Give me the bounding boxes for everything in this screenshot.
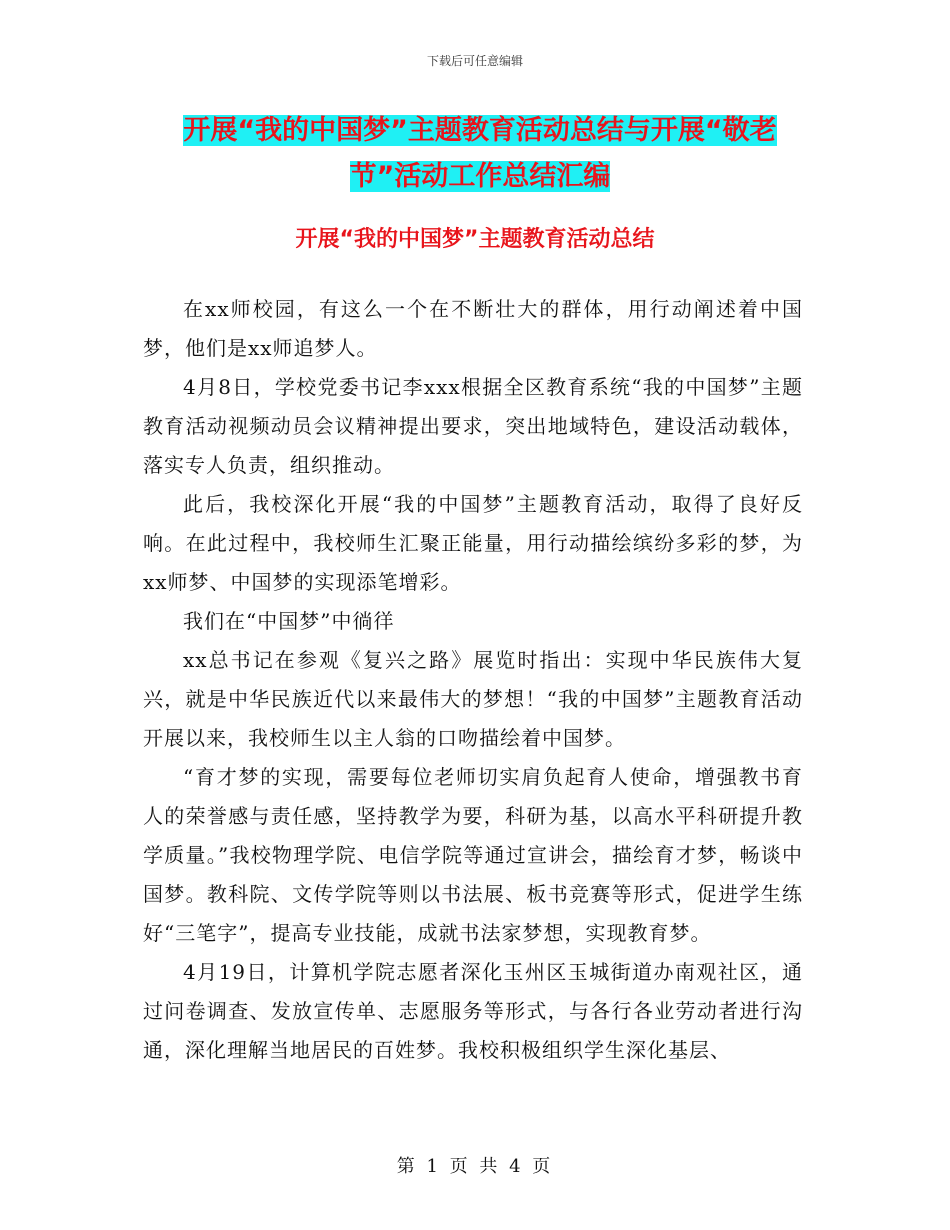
paragraph: 在xx师校园，有这么一个在不断壮大的群体，用行动阐述着中国梦，他们是xx师追梦人。 <box>143 297 803 360</box>
page-footer: 第 1 页 共 4 页 <box>396 1156 554 1177</box>
main-title-line1: 开展“我的中国梦”主题教育活动总结与开展“敬老 <box>183 115 777 146</box>
main-title-line2: 节”活动工作总结汇编 <box>349 161 611 192</box>
main-title <box>140 108 820 200</box>
paragraph: 4月8日，学校党委书记李xxx根据全区教育系统“我的中国梦”主题教育活动视频动员会议精神提出要求，突出地域特色，建设活动载体，落实专人负责，组织推动。 <box>143 375 803 477</box>
paragraph: 我们在“中国梦”中徜徉 <box>183 609 395 633</box>
paragraph: 4月19日，计算机学院志愿者深化玉州区玉城街道办南观社区，通过问卷调查、发放宣传单、志愿服务等形式，与各行各业劳动者进行沟通，深化理解当地居民的百姓梦。我校积极组织学生深化基层、 <box>143 960 803 1062</box>
paragraph: “育才梦的实现，需要每位老师切实肩负起育人使命，增强教书育人的荣誉感与责任感，坚持教学为要，科研为基，以高水平科研提升教学质量。”我校物理学院、电信学院等通过宣讲会，描绘育才梦，畅谈中国梦。教科院、文传学院等则以书法展、板书竞赛等形式，促进学生练好“三笔字”，提高专业技能，成就书法家梦想，实现教育梦。 <box>143 765 803 945</box>
document-body <box>143 290 803 1070</box>
paragraph: xx总书记在参观《复兴之路》展览时指出：实现中华民族伟大复兴，就是中华民族近代以来最伟大的梦想！“我的中国梦”主题教育活动开展以来，我校师生以主人翁的口吻描绘着中国梦。 <box>143 648 803 750</box>
header-note: 下载后可任意编辑 <box>426 54 523 68</box>
paragraph: 此后，我校深化开展“我的中国梦”主题教育活动，取得了良好反响。在此过程中，我校师生汇聚正能量，用行动描绘缤纷多彩的梦，为xx师梦、中国梦的实现添笔增彩。 <box>143 492 803 594</box>
section-title: 开展“我的中国梦”主题教育活动总结 <box>295 227 655 252</box>
